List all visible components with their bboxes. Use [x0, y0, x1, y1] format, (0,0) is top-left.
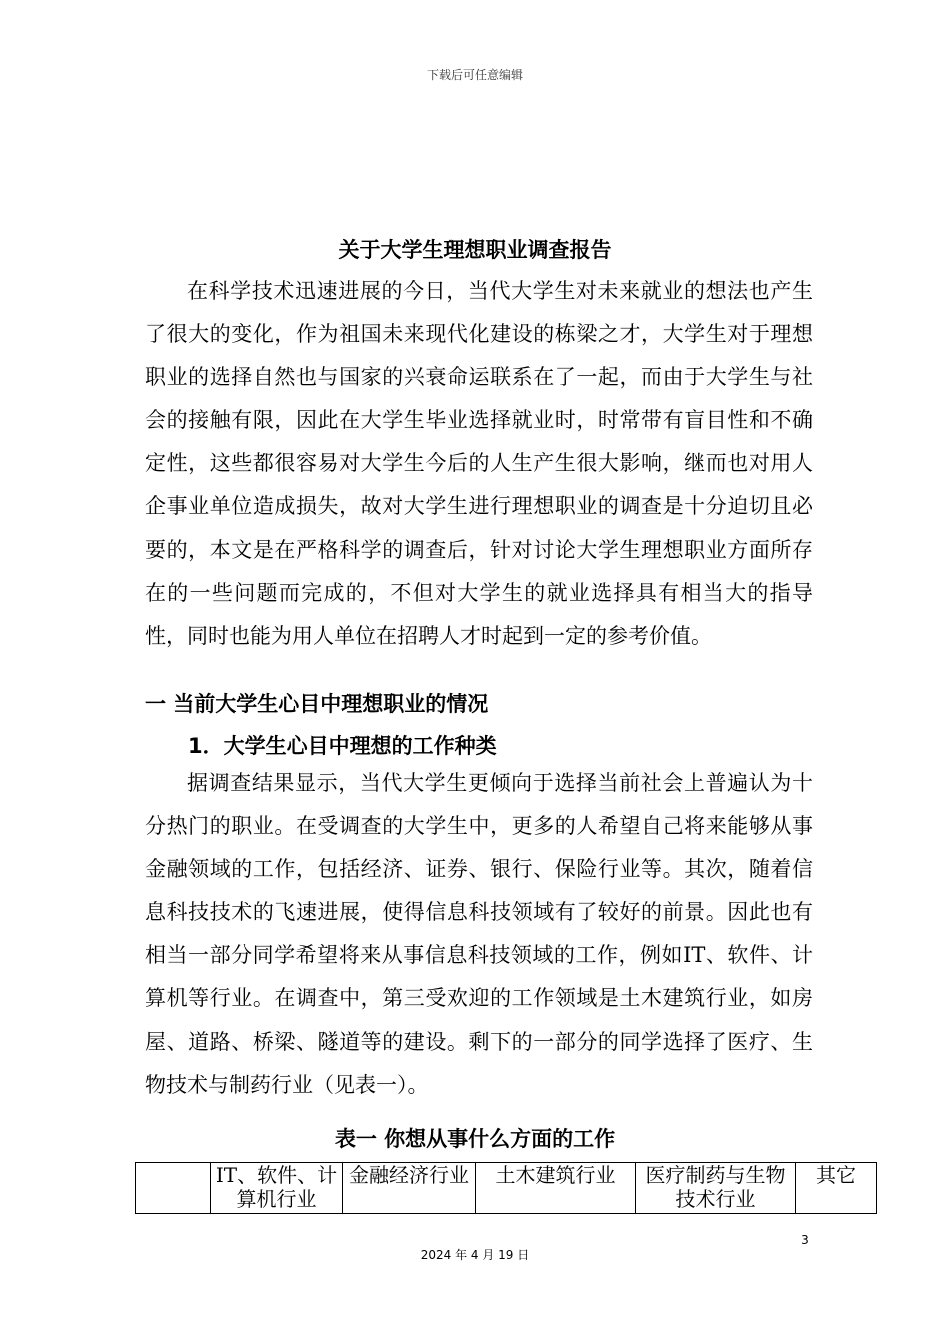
section-heading: 一 当前大学生心目中理想职业的情况 — [145, 692, 489, 716]
survey-table — [135, 1162, 877, 1214]
table-header-row — [136, 1163, 877, 1214]
results-paragraph-block — [145, 762, 813, 1107]
intro-paragraph-block — [145, 270, 813, 658]
document-title: 关于大学生理想职业调查报告 — [338, 238, 612, 262]
intro-paragraph: 在科学技术迅速进展的今日，当代大学生对未来就业的想法也产生了很大的变化，作为祖国未来现代化建设的栋梁之才，大学生对于理想职业的选择自然也与国家的兴衰命运联系在了一起，而由于大学生与社会的接触有限，因此在大学生毕业选择就业时，时常带有盲目性和不确定性，这些都很容易对大学生今后的人生产生很大影响，继而也对用人企事业单位造成损失，故对大学生进行理想职业的调查是十分迫切且必要的，本文是在严格科学的调查后，针对讨论大学生理想职业方面所存在的一些问题而完成的，不但对大学生的就业选择具有相当大的指导性，同时也能为用人单位在招聘人才时起到一定的参考价值。 — [145, 279, 813, 648]
table-cell — [136, 1163, 211, 1214]
table-cell: 医疗制药与生物技术行业 — [636, 1163, 796, 1214]
results-paragraph: 据调查结果显示，当代大学生更倾向于选择当前社会上普遍认为十分热门的职业。在受调查的大学生中，更多的人希望自己将来能够从事金融领域的工作，包括经济、证券、银行、保险行业等。其次，随着信息科技技术的飞速进展，使得信息科技领域有了较好的前景。因此也有相当一部分同学希望将来从事信息科技领域的工作，例如IT、软件、计算机等行业。在调查中，第三受欢迎的工作领域是土木建筑行业，如房屋、道路、桥梁、隧道等的建设。剩下的一部分的同学选择了医疗、生物技术与制药行业（见表一）。 — [145, 771, 813, 1097]
page-header: 下载后可任意编辑 — [426, 68, 523, 82]
page-footer-date: 2024 年 4 月 19 日 — [420, 1248, 530, 1262]
table-caption: 表一 你想从事什么方面的工作 — [334, 1127, 616, 1151]
table-cell: IT、软件、计算机行业 — [211, 1163, 343, 1214]
table-cell: 其它 — [796, 1163, 877, 1214]
page-number: 3 — [801, 1233, 809, 1247]
subsection-heading: 1．大学生心目中理想的工作种类 — [188, 734, 497, 758]
table-cell: 金融经济行业 — [343, 1163, 476, 1214]
table-cell: 土木建筑行业 — [476, 1163, 636, 1214]
